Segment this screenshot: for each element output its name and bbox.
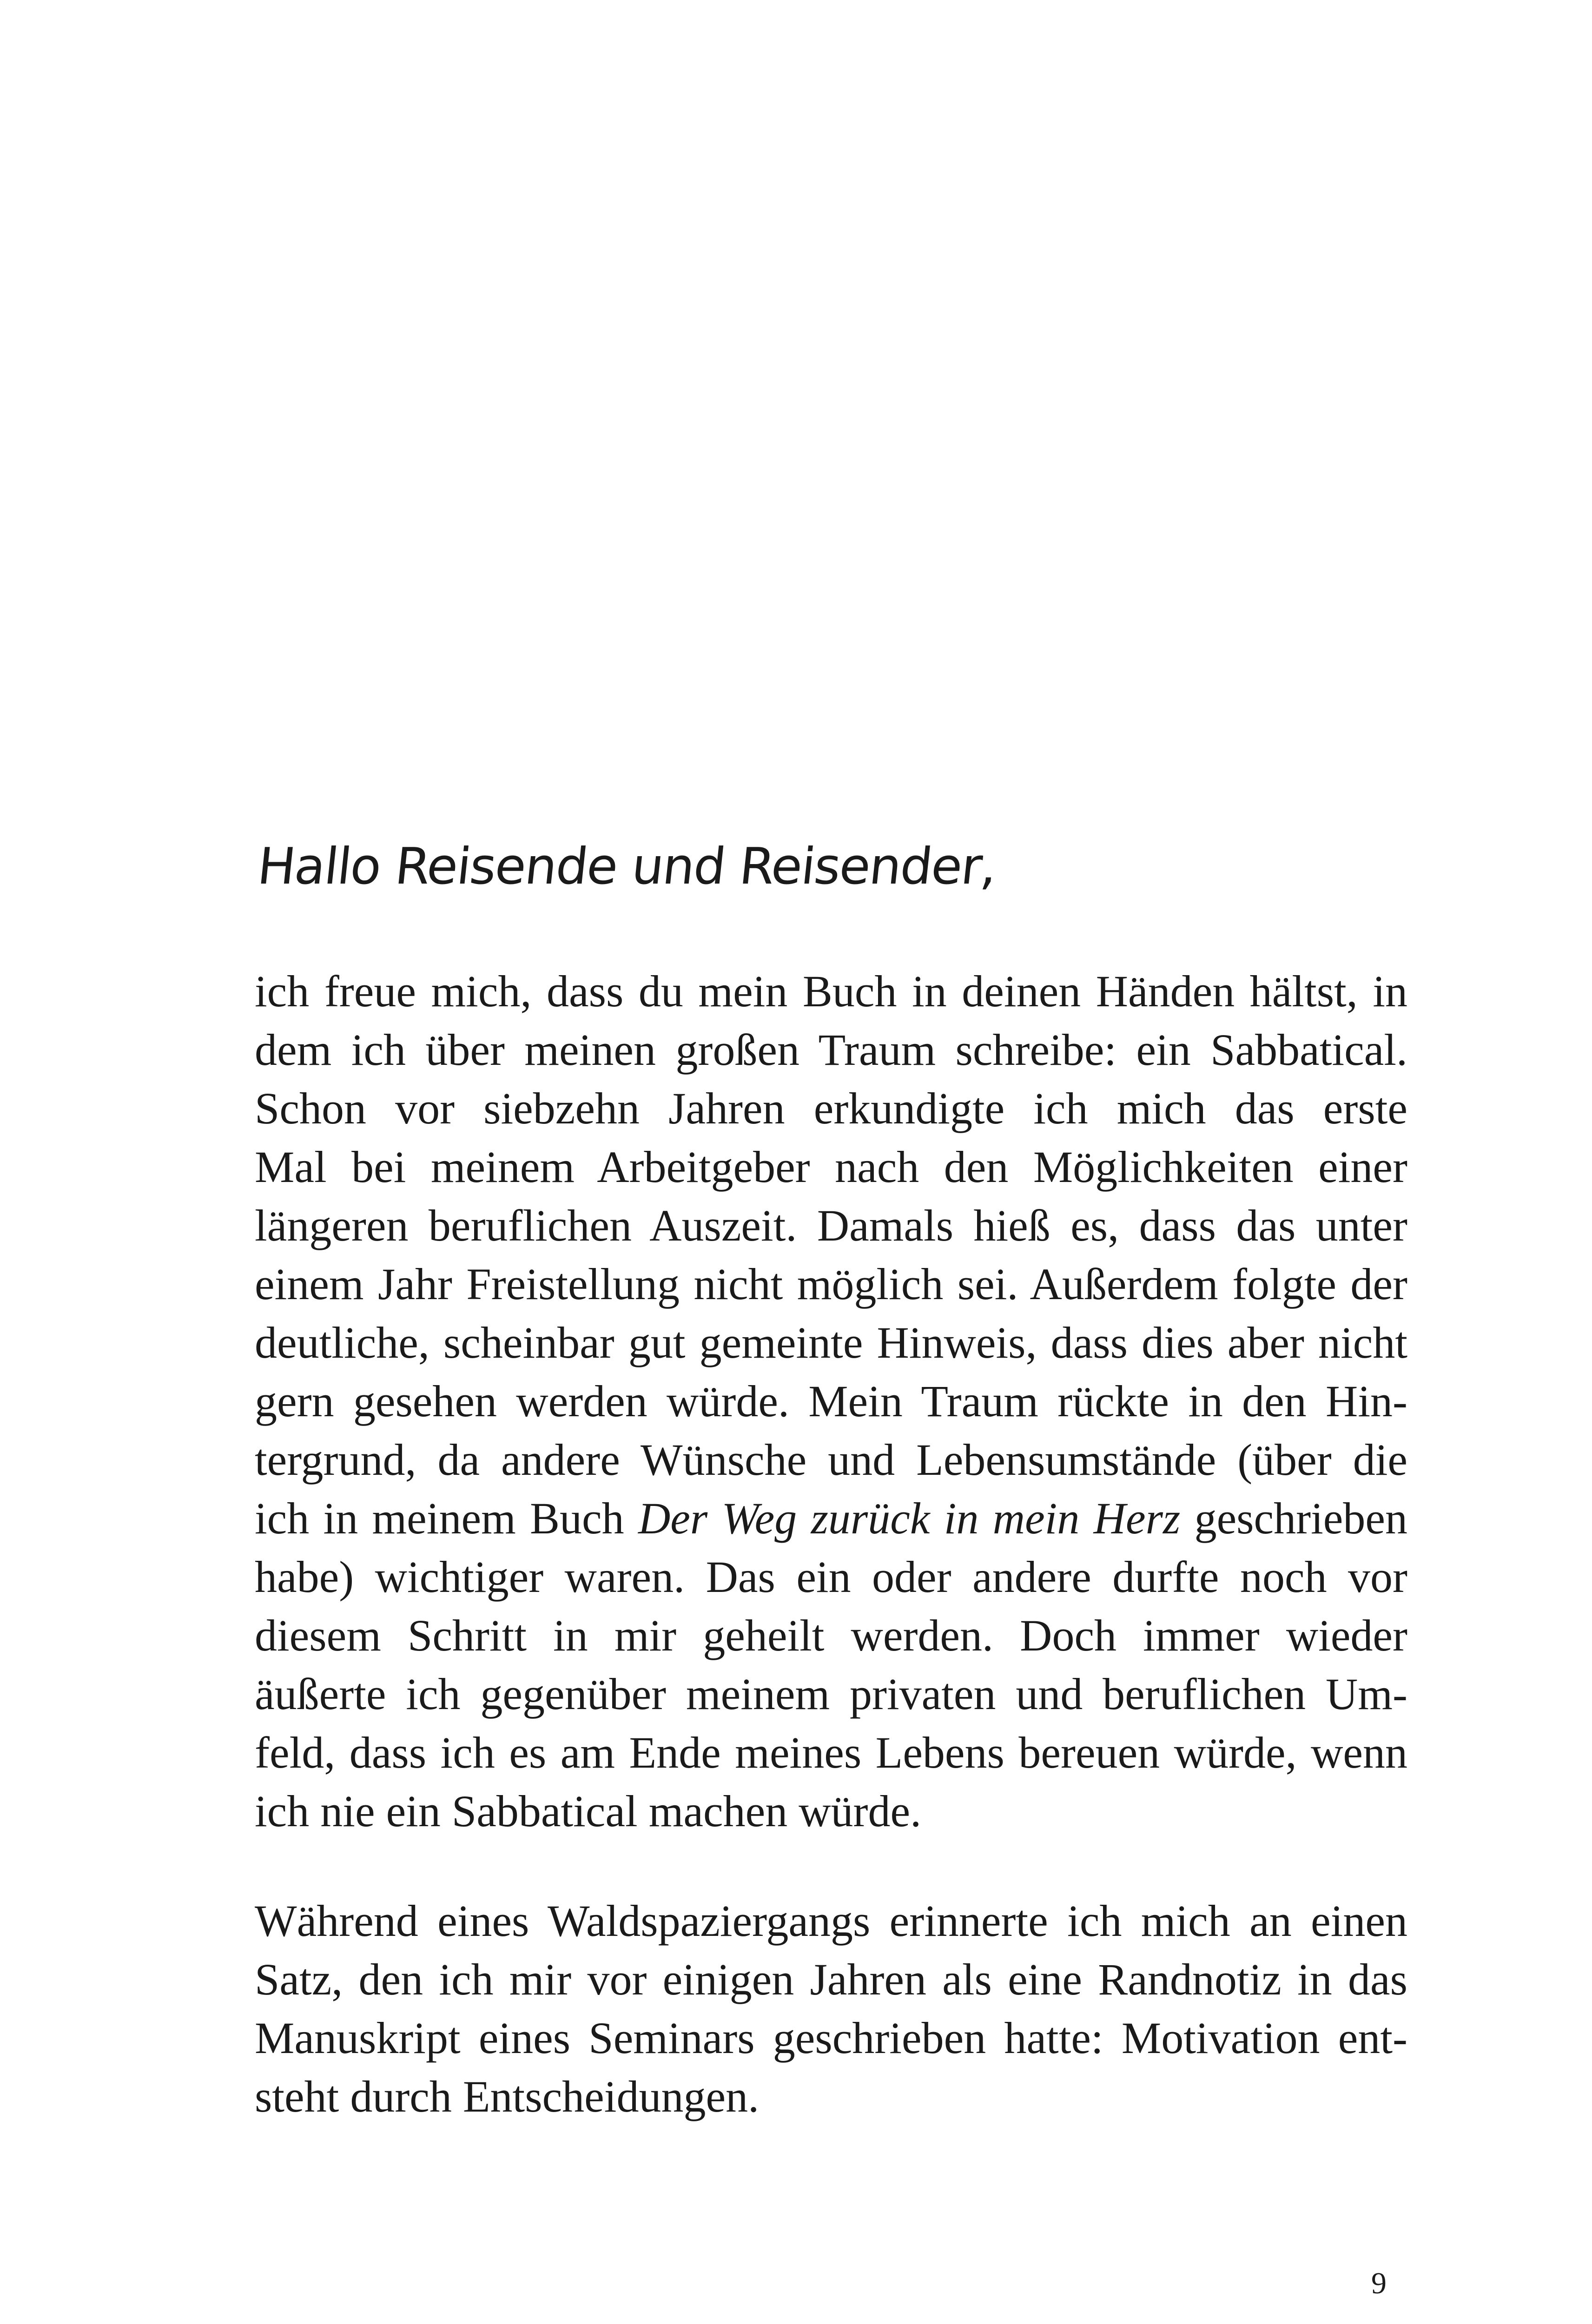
paragraph-1-line: Schon vor siebzehn Jahren erkundigte ich mich das erste <box>255 1083 1407 1133</box>
paragraph-1-line: gern gesehen werden würde. Mein Traum rückte in den Hin- <box>255 1376 1407 1426</box>
paragraph-2 <box>255 1892 1407 2126</box>
line-text-after: geschrieben <box>1180 1493 1408 1543</box>
paragraph-1-line-with-book-title <box>255 1489 1407 1548</box>
paragraph-1-line: äußerte ich gegenüber meinem privaten und beruflichen Um- <box>255 1669 1407 1719</box>
paragraph-1-line: einem Jahr Freistellung nicht möglich sei. Außerdem folgte der <box>255 1259 1407 1309</box>
paragraph-1-line: deutliche, scheinbar gut gemeinte Hinweis, dass dies aber nicht <box>255 1318 1407 1367</box>
paragraph-1-line: längeren beruflichen Auszeit. Damals hieß es, dass das unter <box>255 1201 1407 1250</box>
paragraph-1-line: ich freue mich, dass du mein Buch in deinen Händen hältst, in <box>255 966 1407 1016</box>
book-title: Der Weg zurück in mein Herz <box>638 1493 1181 1543</box>
greeting-heading: Hallo Reisende und Reisender, <box>255 838 999 896</box>
line-text-before: ich in meinem Buch <box>255 1493 638 1543</box>
paragraph-1-line: dem ich über meinen großen Traum schreibe: ein Sabbatical. <box>255 1025 1407 1075</box>
paragraph-1-line: habe) wichtiger waren. Das ein oder andere durfte noch vor <box>255 1552 1407 1602</box>
paragraph-1-line: Mal bei meinem Arbeitgeber nach den Möglichkeiten einer <box>255 1142 1407 1192</box>
paragraph-1-line: feld, dass ich es am Ende meines Lebens bereuen würde, wenn <box>255 1728 1407 1777</box>
page-number: 9 <box>1371 2266 1387 2300</box>
paragraph-1-line: tergrund, da andere Wünsche und Lebensumstände (über die <box>255 1435 1407 1485</box>
paragraph-2-line: Manuskript eines Seminars geschrieben hatte: Motivation ent- <box>255 2013 1407 2063</box>
paragraph-2-line: Satz, den ich mir vor einigen Jahren als eine Randnotiz in das <box>255 1954 1407 2004</box>
paragraph-2-line: Während eines Waldspaziergangs erinnerte ich mich an einen <box>255 1896 1407 1946</box>
paragraph-1 <box>255 962 1407 1841</box>
paragraph-1-line: diesem Schritt in mir geheilt werden. Doch immer wieder <box>255 1611 1407 1660</box>
paragraph-1-line: ich nie ein Sabbatical machen würde. <box>255 1786 922 1836</box>
paragraph-2-line: steht durch Entscheidungen. <box>255 2072 760 2121</box>
